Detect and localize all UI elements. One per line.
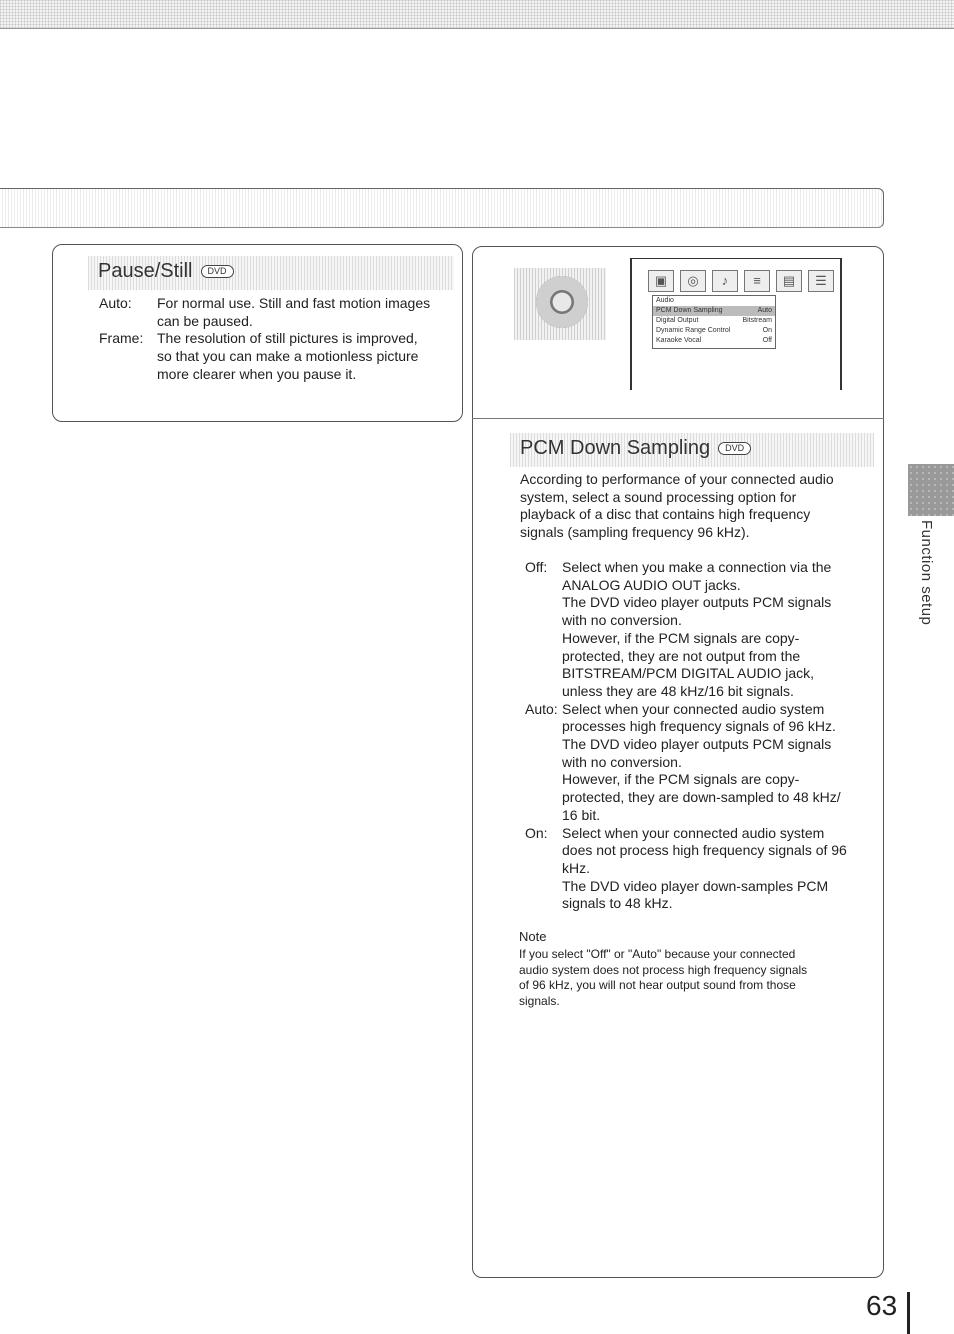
- description-line: with no conversion.: [562, 753, 682, 770]
- lock-icon: ▤: [776, 270, 802, 292]
- pcm-options: [525, 559, 870, 913]
- definition-term: Auto:: [99, 295, 132, 311]
- description-line: The DVD video player outputs PCM signals: [562, 736, 832, 753]
- definition-description: [157, 295, 455, 330]
- osd-menu-label: Karaoke Vocal: [656, 337, 702, 344]
- pcm-intro-text: [520, 471, 865, 541]
- divider: [472, 418, 884, 419]
- definition-term: Off:: [525, 559, 548, 575]
- text-line: If you select "Off" or "Auto" because your connected: [519, 947, 796, 961]
- description-line: more clearer when you pause it.: [157, 365, 357, 382]
- osd-icon-row: [648, 270, 834, 292]
- osd-menu-header: Audio: [656, 297, 674, 304]
- disc-icon: ◎: [680, 270, 706, 292]
- description-line: However, if the PCM signals are copy-: [562, 629, 800, 646]
- screen-icon: ▣: [648, 270, 674, 292]
- definition-description: [562, 559, 870, 701]
- text-line: audio system does not process high frequency signals: [519, 962, 808, 977]
- osd-menu-label: Digital Output: [656, 317, 699, 324]
- description-line: The DVD video player down-samples PCM: [562, 877, 829, 894]
- description-line: The resolution of still pictures is improved,: [157, 330, 418, 347]
- osd-menu-label: PCM Down Sampling: [656, 307, 723, 314]
- audio-icon: ≡: [744, 270, 770, 292]
- description-line: Select when you make a connection via the: [562, 559, 832, 575]
- description-line: so that you can make a motionless picture: [157, 348, 419, 365]
- definition-term: Frame:: [99, 330, 144, 347]
- osd-menu-value: Off: [762, 337, 772, 344]
- text-line: playback of a disc that contains high frequency: [520, 506, 811, 522]
- text-line: of 96 kHz, you will not hear output sound from those: [519, 978, 796, 992]
- description-line: Select when your connected audio system: [562, 700, 825, 717]
- osd-menu-row: [653, 316, 775, 326]
- description-line: does not process high frequency signals of 96: [562, 842, 847, 859]
- description-line: signals to 48 kHz.: [562, 895, 673, 912]
- definition-description: [157, 330, 455, 383]
- text-line: According to performance of your connected audio: [520, 471, 834, 487]
- note-heading: Note: [519, 929, 547, 944]
- settings-icon: ☰: [808, 270, 834, 292]
- description-line: However, if the PCM signals are copy-: [562, 771, 800, 788]
- description-line: For normal use. Still and fast motion images: [157, 295, 431, 311]
- description-line: unless they are 48 kHz/16 bit signals.: [562, 682, 794, 699]
- definition-description: [562, 825, 870, 914]
- definition-item: [525, 701, 870, 825]
- side-tab-label: Function setup: [918, 520, 935, 626]
- osd-menu-value: On: [762, 327, 772, 334]
- section-header: [0, 188, 884, 228]
- osd-menu-value: Bitstream: [742, 317, 772, 324]
- disc-icon: [536, 276, 588, 328]
- note-text: [519, 947, 864, 1009]
- description-line: can be paused.: [157, 312, 253, 329]
- section-tab-marker: [908, 464, 954, 516]
- definition-item: [525, 825, 870, 914]
- definition-description: [562, 701, 870, 825]
- description-line: 16 bit.: [562, 806, 601, 823]
- osd-menu-row: [653, 336, 775, 346]
- description-line: ANALOG AUDIO OUT jacks.: [562, 576, 741, 593]
- osd-menu-value: Auto: [757, 307, 772, 314]
- osd-menu-label: Dynamic Range Control: [656, 327, 731, 334]
- dvd-badge: DVD: [201, 265, 234, 278]
- remote-disc-image: [514, 268, 606, 340]
- text-line: system, select a sound processing option for: [520, 488, 797, 505]
- pcm-title-bar: [510, 433, 874, 467]
- description-line: kHz.: [562, 859, 590, 876]
- dvd-badge: DVD: [718, 442, 751, 455]
- description-line: The DVD video player outputs PCM signals: [562, 594, 832, 611]
- page-number: 63: [866, 1290, 898, 1321]
- pcm-title: PCM Down Sampling DVD: [520, 437, 751, 460]
- pause-still-options: [99, 295, 455, 384]
- text-line: signals.: [519, 993, 560, 1008]
- osd-audio-menu: [652, 295, 776, 349]
- definition-item: [99, 330, 455, 383]
- description-line: with no conversion.: [562, 612, 682, 629]
- description-line: processes high frequency signals of 96 kHz.: [562, 718, 836, 735]
- osd-menu-row: [653, 326, 775, 336]
- speaker-icon: ♪: [712, 270, 738, 292]
- pause-still-title: Pause/Still DVD: [98, 260, 234, 283]
- text-line: signals (sampling frequency 96 kHz).: [520, 523, 750, 540]
- header-band: [0, 0, 954, 29]
- pause-still-title-bar: [88, 256, 454, 290]
- description-line: protected, they are not output from the: [562, 647, 801, 664]
- description-line: Select when your connected audio system: [562, 824, 825, 841]
- page-number-bar: [907, 1292, 910, 1334]
- definition-term: On:: [525, 824, 548, 841]
- definition-term: Auto:: [525, 700, 558, 717]
- definition-item: [525, 559, 870, 701]
- description-line: protected, they are down-sampled to 48 kHz/: [562, 789, 841, 806]
- description-line: BITSTREAM/PCM DIGITAL AUDIO jack,: [562, 665, 815, 682]
- osd-menu-row: [653, 306, 775, 316]
- definition-item: [99, 295, 455, 330]
